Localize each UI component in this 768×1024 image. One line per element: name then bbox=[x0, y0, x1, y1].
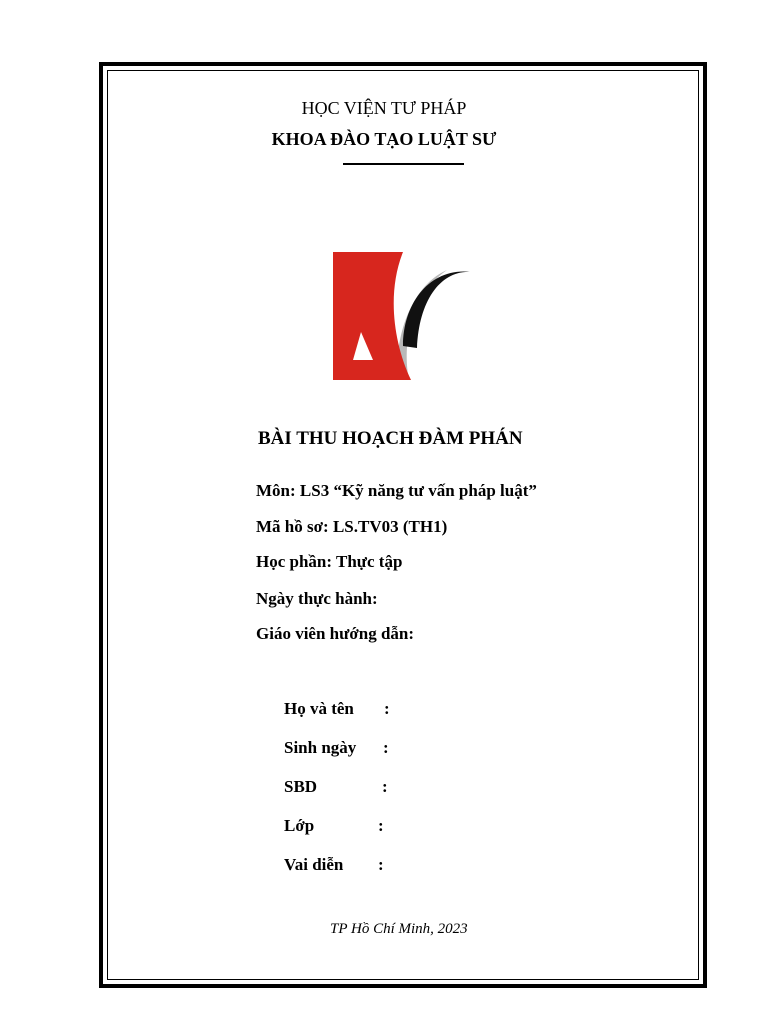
student-field-label: Vai diễn bbox=[284, 855, 344, 874]
student-field-colon: : bbox=[382, 777, 388, 796]
student-field-label: SBD bbox=[284, 777, 318, 796]
header-divider bbox=[343, 163, 464, 165]
instructor-line: Giáo viên hướng dẫn: bbox=[256, 624, 415, 643]
practice-date-line: Ngày thực hành: bbox=[256, 589, 378, 608]
student-field-colon: : bbox=[383, 738, 389, 757]
student-field-colon: : bbox=[378, 816, 384, 835]
module-line: Học phần: Thực tập bbox=[256, 552, 403, 571]
student-field-label: Lớp bbox=[284, 816, 315, 835]
student-field-colon: : bbox=[378, 855, 384, 874]
file-code-line: Mã hồ sơ: LS.TV03 (TH1) bbox=[256, 517, 448, 536]
institution-name: HỌC VIỆN TƯ PHÁP bbox=[301, 98, 467, 118]
faculty-name: KHOA ĐÀO TẠO LUẬT SƯ bbox=[271, 129, 497, 149]
document-title: BÀI THU HOẠCH ĐÀM PHÁN bbox=[258, 428, 523, 449]
student-field-label: Họ và tên bbox=[284, 699, 354, 718]
student-field-colon: : bbox=[384, 699, 390, 718]
law-academy-logo-icon bbox=[331, 252, 471, 380]
student-field-label: Sinh ngày bbox=[284, 738, 357, 757]
subject-line: Môn: LS3 “Kỹ năng tư vấn pháp luật” bbox=[256, 481, 537, 500]
place-and-year-text: TP Hồ Chí Minh, 2023 bbox=[330, 921, 468, 937]
